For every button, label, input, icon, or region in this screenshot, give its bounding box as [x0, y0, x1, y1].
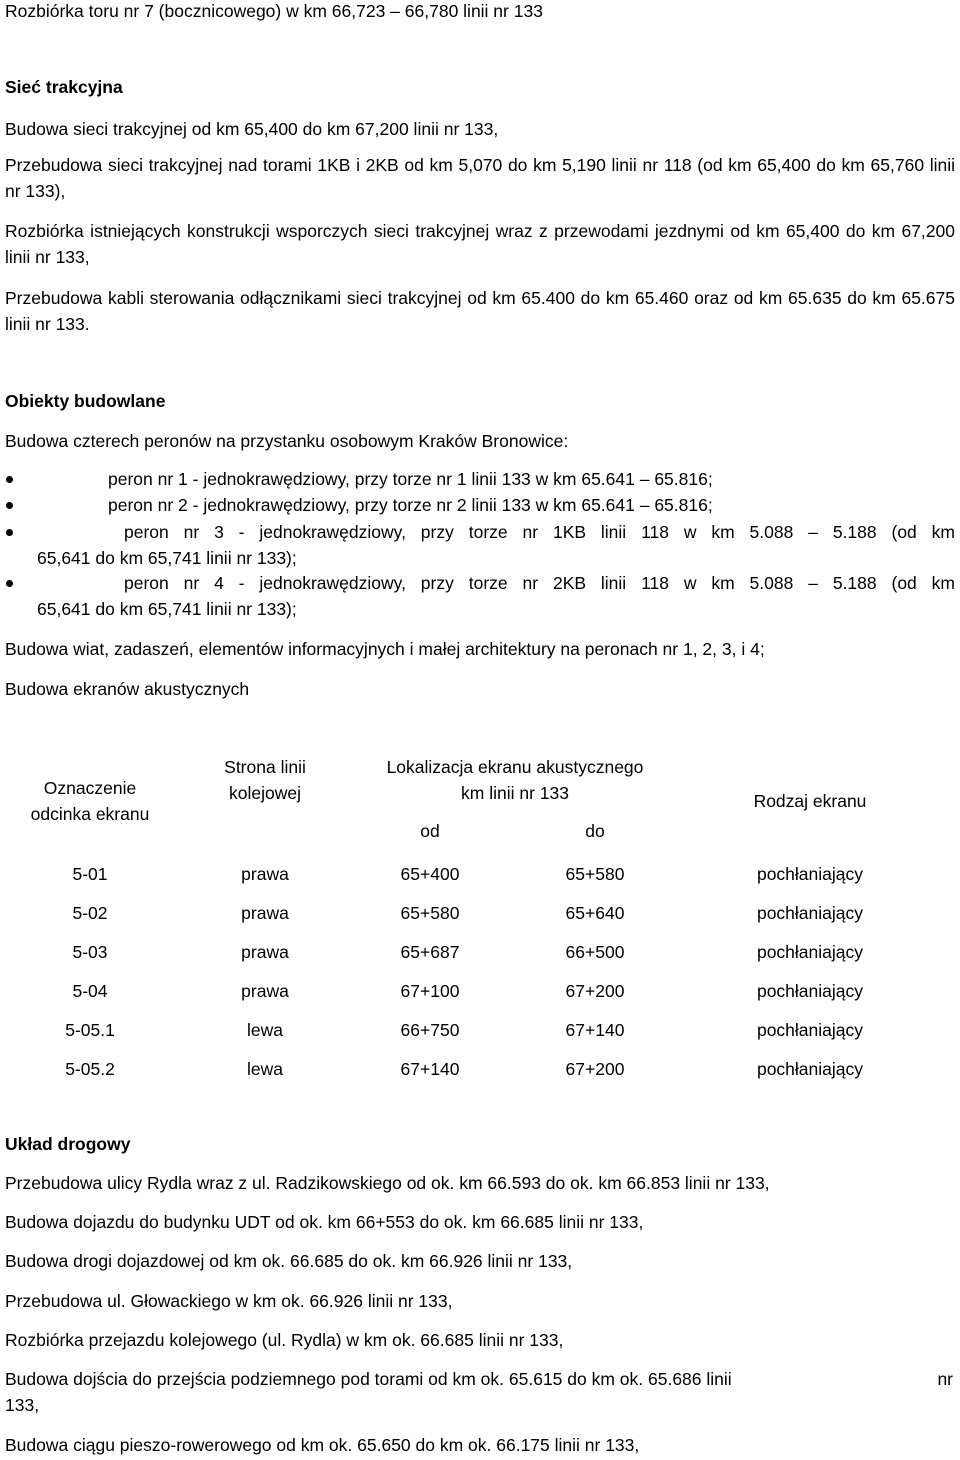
header-side-line1: Strona linii — [224, 757, 306, 777]
header-screen-type: Rodzaj ekranu — [753, 791, 867, 811]
cell-to: 67+200 — [565, 980, 625, 1001]
header-designation — [0, 748, 180, 854]
cell-designation: 5-02 — [72, 902, 108, 923]
road-item-7: Budowa ciągu pieszo-rowerowego od km ok. 65.650 do km ok. 66.175 linii nr 133, — [5, 1435, 640, 1455]
cell-designation: 5-03 — [72, 941, 108, 962]
platform-1-text: peron nr 1 - jednokrawędziowy, przy torze nr 1 linii 133 w km 65.641 – 65.816; — [108, 469, 713, 489]
header-location — [350, 748, 680, 854]
cell-to: 65+580 — [565, 863, 625, 884]
section-heading-traction: Sieć trakcyjna — [5, 77, 123, 97]
traction-item-1: Budowa sieci trakcyjnej od km 65,400 do km 67,200 linii nr 133, — [5, 119, 499, 139]
road-item-1: Przebudowa ulicy Rydla wraz z ul. Radzikowskiego od ok. km 66.593 do ok. km 66.853 linii nr 133, — [5, 1173, 770, 1193]
tunnel-text: Budowa dojścia do przejścia podziemnego pod torami od km ok. 65.615 do km ok. 65.686 linii — [5, 1369, 732, 1389]
platform-3-text: peron nr 3 - jednokrawędziowy, przy torze nr 1KB linii 118 w km 5.088 – 5.188 (od km — [124, 522, 955, 542]
cell-side: prawa — [241, 980, 289, 1001]
cell-type: pochłaniający — [756, 1019, 864, 1040]
table-row — [0, 893, 940, 932]
header-side-line2: kolejowej — [229, 783, 301, 803]
cell-type: pochłaniający — [756, 902, 864, 923]
road-item-2: Budowa dojazdu do budynku UDT od ok. km 66+553 do ok. km 66.685 linii nr 133, — [5, 1212, 644, 1232]
cell-side: prawa — [241, 863, 289, 884]
top-line: Rozbiórka toru nr 7 (bocznicowego) w km 66,723 – 66,780 linii nr 133 — [5, 1, 543, 21]
platform-4-text: peron nr 4 - jednokrawędziowy, przy torze nr 2KB linii 118 w km 5.088 – 5.188 (od km — [124, 573, 955, 593]
cell-type: pochłaniający — [756, 1058, 864, 1079]
header-location-line2: km linii nr 133 — [461, 783, 569, 803]
cell-designation: 5-05.1 — [65, 1019, 115, 1040]
section-heading-buildings: Obiekty budowlane — [5, 391, 166, 411]
road-item-4: Przebudowa ul. Głowackiego w km ok. 66.926 linii nr 133, — [5, 1291, 453, 1311]
cell-side: prawa — [241, 902, 289, 923]
cell-type: pochłaniający — [756, 863, 864, 884]
cell-side: prawa — [241, 941, 289, 962]
cell-side: lewa — [247, 1019, 283, 1040]
cell-to: 67+140 — [565, 1019, 625, 1040]
table-header-row — [0, 748, 940, 854]
road-item-6 — [5, 1366, 955, 1392]
cell-from: 67+140 — [400, 1058, 460, 1079]
traction-item-2: Przebudowa sieci trakcyjnej nad torami 1KB i 2KB od km 5,070 do km 5,190 linii nr 118 (od km 65,400 do km 65,760 linii nr 133), — [5, 155, 955, 201]
cell-designation: 5-01 — [72, 863, 108, 884]
cell-type: pochłaniający — [756, 980, 864, 1001]
cell-to: 66+500 — [565, 941, 625, 962]
tunnel-nr: nr — [937, 1369, 953, 1389]
bullet-icon — [6, 529, 13, 536]
cell-to: 67+200 — [565, 1058, 625, 1079]
bullet-icon — [6, 476, 13, 483]
traction-item-3: Rozbiórka istniejących konstrukcji wsporczych sieci trakcyjnej wraz z przewodami jezdnymi od km 65,400 do km 67,200 linii nr 133, — [5, 221, 955, 267]
header-designation-line1: Oznaczenie — [43, 778, 137, 798]
platform-4-text-cont: 65,641 do km 65,741 linii nr 133); — [37, 599, 297, 619]
platform-2-text: peron nr 2 - jednokrawędziowy, przy torze nr 2 linii 133 w km 65.641 – 65.816; — [108, 495, 713, 515]
table-row — [0, 1049, 940, 1088]
platform-3-text-cont: 65,641 do km 65,741 linii nr 133); — [37, 548, 297, 568]
traction-item-4: Przebudowa kabli sterowania odłącznikami sieci trakcyjnej od km 65.400 do km 65.460 oraz od km 65.635 do km 65.675 linii nr 133. — [5, 288, 955, 334]
cell-from: 65+687 — [400, 941, 460, 962]
road-item-3: Budowa drogi dojazdowej od km ok. 66.685 do ok. km 66.926 linii nr 133, — [5, 1251, 573, 1271]
cell-from: 66+750 — [400, 1019, 460, 1040]
table-row — [0, 971, 940, 1010]
header-from: od — [420, 821, 440, 841]
cell-designation: 5-04 — [72, 980, 108, 1001]
bullet-icon — [6, 580, 13, 587]
table-row — [0, 854, 940, 893]
header-to: do — [585, 821, 605, 841]
platforms-intro: Budowa czterech peronów na przystanku osobowym Kraków Bronowice: — [5, 431, 569, 451]
shelters-text: Budowa wiat, zadaszeń, elementów informacyjnych i małej architektury na peronach nr 1, 2, 3, i 4; — [5, 639, 765, 659]
road-item-6-cont: 133, — [5, 1395, 40, 1415]
cell-designation: 5-05.2 — [65, 1058, 115, 1079]
bullet-icon — [6, 502, 13, 509]
header-side — [180, 748, 350, 854]
cell-from: 67+100 — [400, 980, 460, 1001]
cell-to: 65+640 — [565, 902, 625, 923]
cell-type: pochłaniający — [756, 941, 864, 962]
table-row — [0, 932, 940, 971]
table-row — [0, 1010, 940, 1049]
header-designation-line2: odcinka ekranu — [30, 804, 150, 824]
cell-side: lewa — [247, 1058, 283, 1079]
road-item-5: Rozbiórka przejazdu kolejowego (ul. Rydla) w km ok. 66.685 linii nr 133, — [5, 1330, 564, 1350]
cell-from: 65+580 — [400, 902, 460, 923]
screens-text: Budowa ekranów akustycznych — [5, 679, 250, 699]
section-heading-roads: Układ drogowy — [5, 1134, 131, 1154]
header-location-line1: Lokalizacja ekranu akustycznego — [386, 757, 644, 777]
cell-from: 65+400 — [400, 863, 460, 884]
acoustic-screens-table — [0, 748, 940, 1088]
